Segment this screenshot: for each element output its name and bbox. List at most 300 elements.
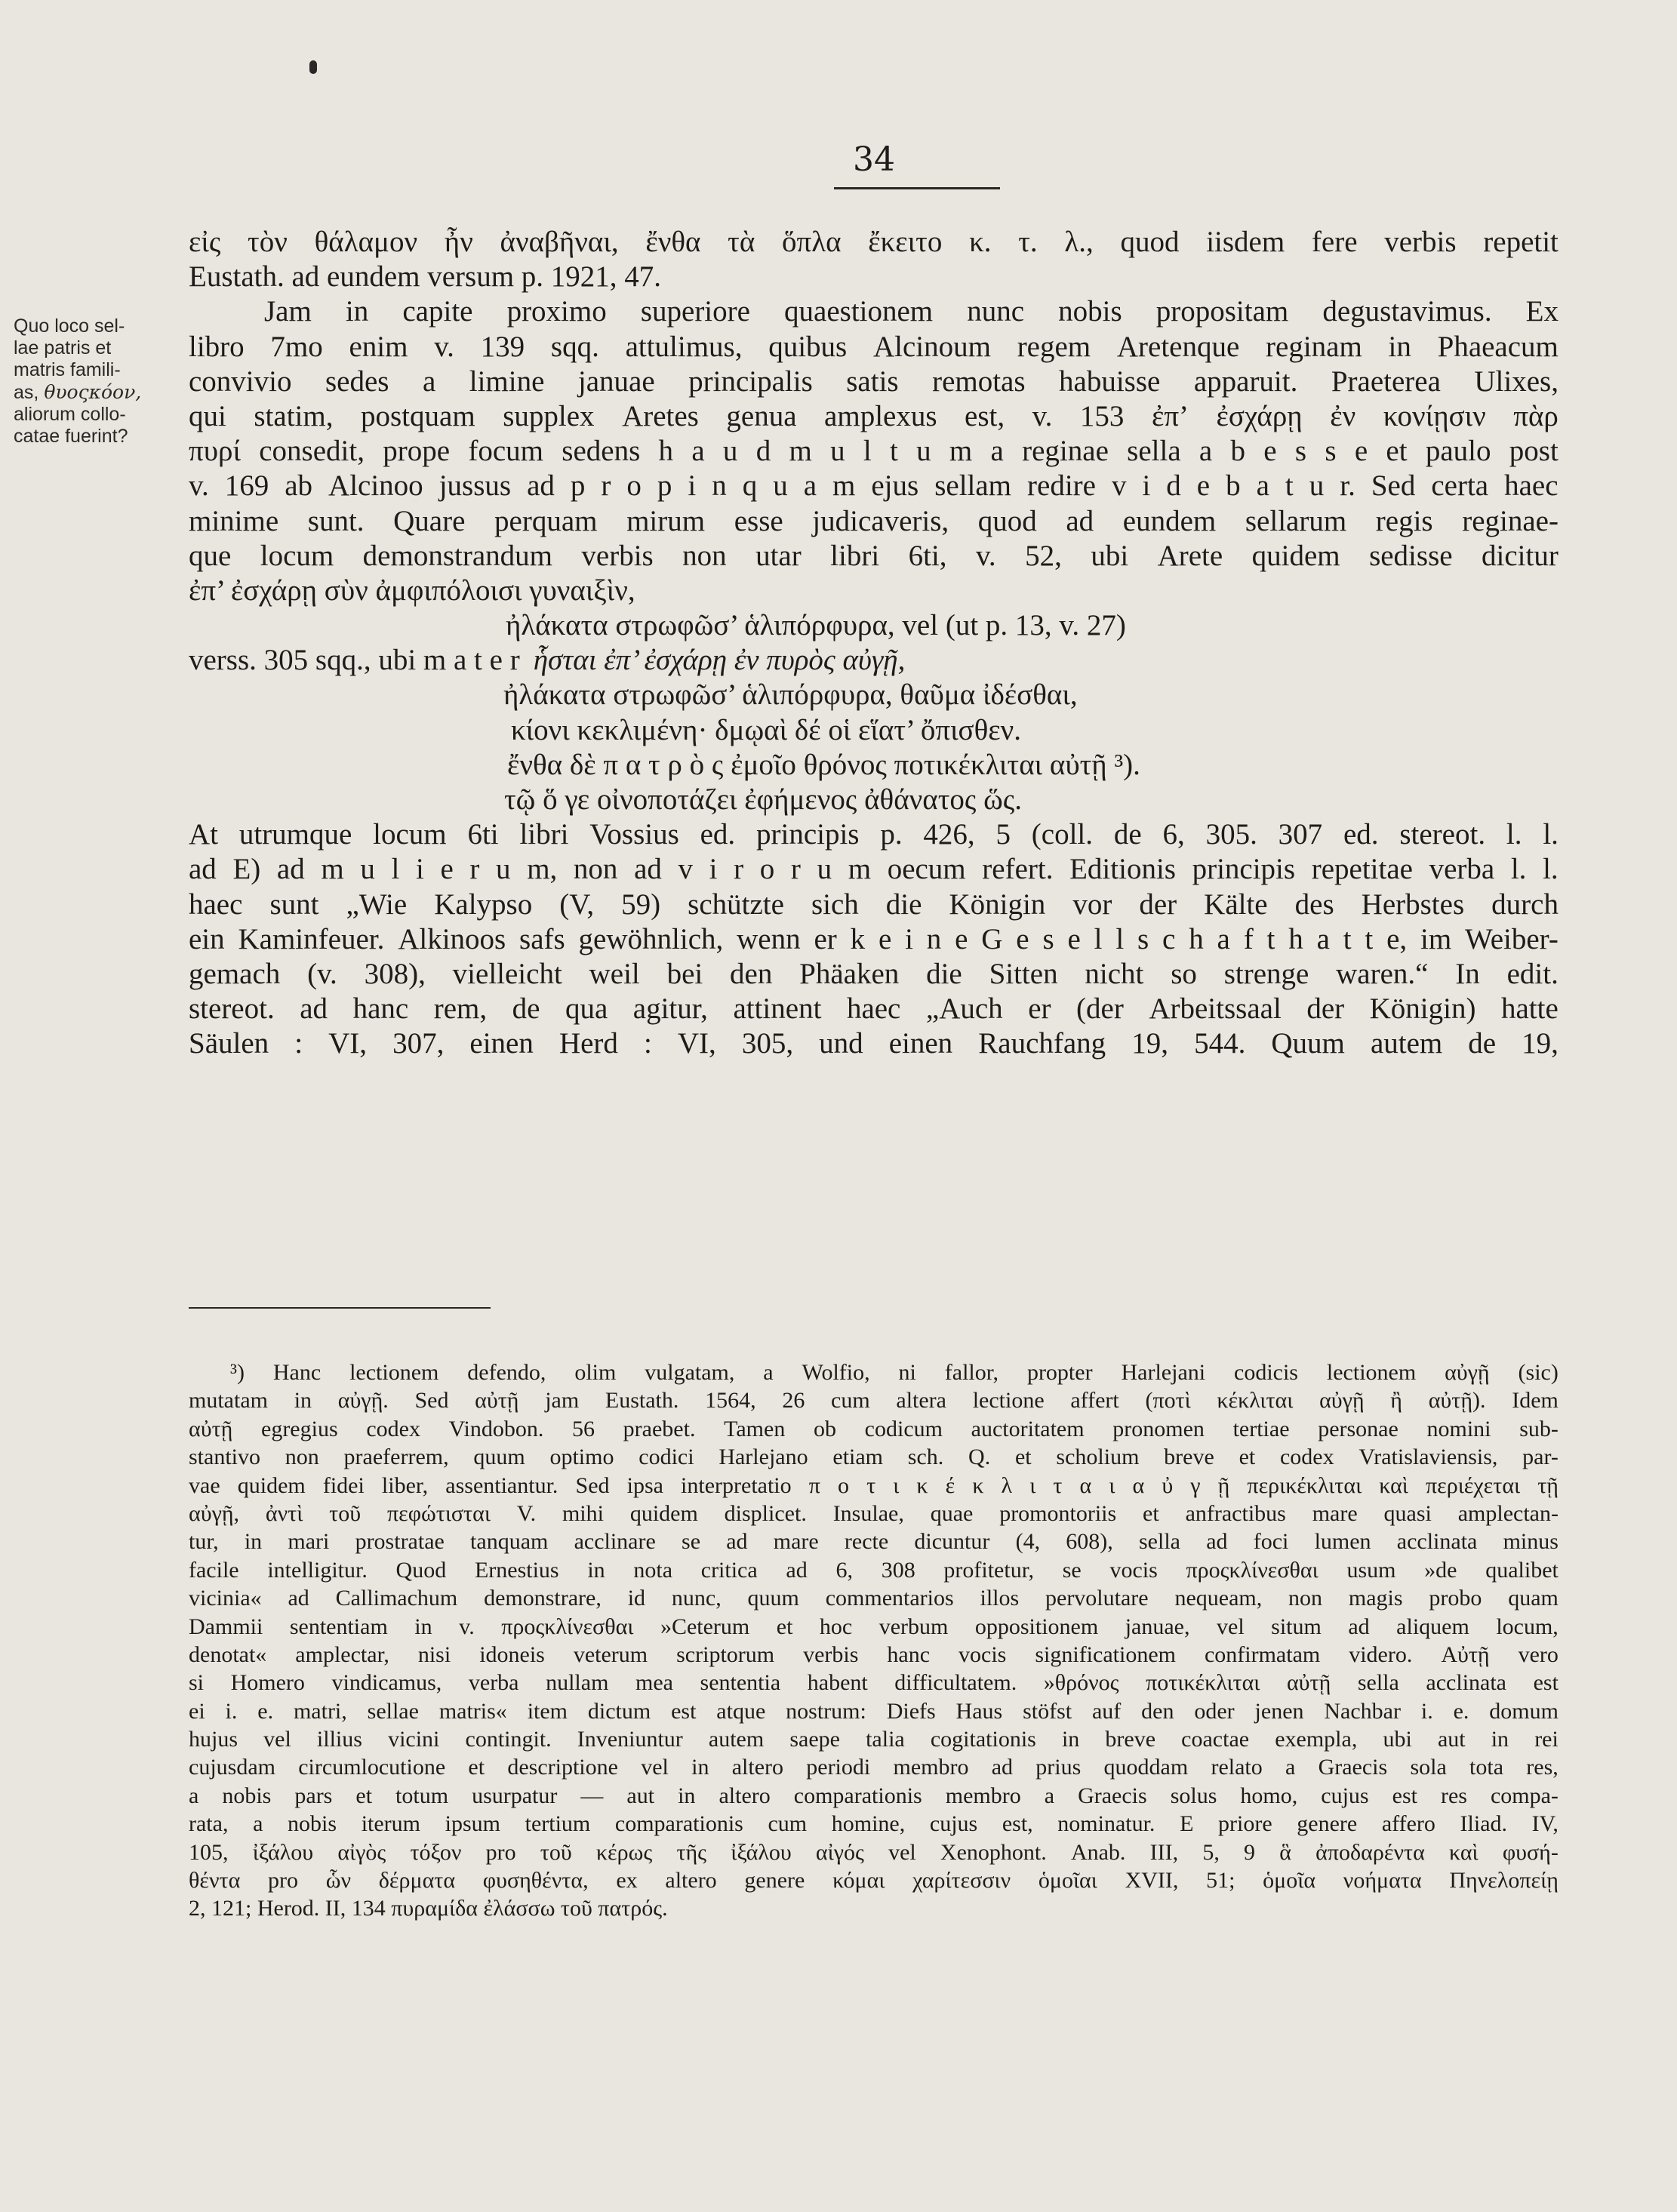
word: periodi xyxy=(806,1755,871,1780)
word: cujus xyxy=(1321,1783,1369,1808)
word: res xyxy=(1440,1783,1467,1808)
word: situm xyxy=(1271,1614,1322,1639)
word: m xyxy=(949,435,973,468)
word: Wolfio, xyxy=(802,1360,870,1385)
word: quam xyxy=(1508,1586,1559,1611)
word: V. xyxy=(516,1500,537,1526)
word: Homero xyxy=(230,1670,305,1696)
word: Sitten xyxy=(989,957,1058,990)
word: a xyxy=(1217,922,1230,955)
word: den xyxy=(730,957,773,990)
word: locum xyxy=(260,539,334,572)
word: 139 xyxy=(480,330,525,363)
word: sub- xyxy=(1519,1416,1559,1441)
word: ni xyxy=(898,1360,916,1385)
word: saepe xyxy=(789,1727,840,1752)
word: sola xyxy=(1410,1755,1447,1780)
body-line xyxy=(189,888,1559,922)
word: At xyxy=(189,818,218,851)
word: et xyxy=(468,1755,485,1780)
word: fidei xyxy=(322,1472,365,1498)
word: ipsa xyxy=(626,1472,663,1498)
word: p xyxy=(570,469,586,503)
word: in xyxy=(294,1388,312,1414)
word: 544. xyxy=(1194,1027,1246,1060)
word: ι xyxy=(1109,1472,1115,1498)
word: καὶ xyxy=(1448,1839,1479,1865)
word: satis xyxy=(846,365,899,398)
word: α xyxy=(1132,1472,1145,1498)
word: Rauchfang xyxy=(978,1027,1106,1060)
word: Editionis xyxy=(1069,853,1176,886)
word: auctoritatem xyxy=(971,1416,1085,1441)
word: non xyxy=(682,539,727,572)
word: b xyxy=(1230,435,1246,468)
margin-note-line xyxy=(14,381,172,404)
word: ἔνθα xyxy=(645,226,701,258)
word: Harlejano xyxy=(718,1444,808,1470)
word: nunc xyxy=(967,295,1025,328)
word: non xyxy=(573,853,618,886)
word: dicuntur xyxy=(914,1529,990,1555)
word: αὐγῇ xyxy=(1445,1360,1490,1385)
footnote-line xyxy=(189,1415,1559,1443)
word: »θρόνος xyxy=(1043,1670,1119,1696)
word: s xyxy=(1325,435,1337,468)
word: verbis xyxy=(1384,226,1457,258)
word: demonstrare, xyxy=(484,1586,602,1611)
word: durch xyxy=(1491,888,1559,921)
word: idoneis xyxy=(479,1641,545,1667)
word: a xyxy=(1256,469,1269,503)
word: membro xyxy=(945,1783,1021,1808)
word: τ xyxy=(866,1472,876,1498)
word: f xyxy=(1243,922,1254,955)
word: p. xyxy=(880,818,903,851)
word: atque xyxy=(716,1698,766,1724)
word: e. xyxy=(1453,1698,1469,1724)
word: schützte xyxy=(688,888,784,921)
word: stöfst xyxy=(1023,1698,1072,1724)
footnotes xyxy=(189,1358,1559,1923)
word: und xyxy=(819,1027,863,1060)
word: mutatam xyxy=(189,1388,268,1414)
word: e xyxy=(955,922,968,955)
word: limine xyxy=(469,365,545,398)
word: p xyxy=(657,469,672,503)
word: januae, xyxy=(1125,1614,1190,1639)
word: hanc xyxy=(352,992,409,1026)
verse-line: τῷ ὅ γε οἰνοποτάζει ἐφήμενος ἀθάνατος ὥς. xyxy=(504,783,1022,816)
word: hanc xyxy=(887,1641,931,1667)
word: καὶ xyxy=(1379,1472,1408,1498)
word: δέρματα xyxy=(378,1868,456,1894)
word: so xyxy=(1171,957,1197,990)
word: α xyxy=(1079,1472,1092,1498)
word: verbum xyxy=(879,1614,949,1639)
word: τὰ xyxy=(728,226,755,258)
word: l. xyxy=(1510,853,1527,886)
word: αὐτῇ xyxy=(189,1416,233,1441)
word: 169 xyxy=(224,469,269,503)
word: ad xyxy=(300,992,328,1026)
word: „Wie xyxy=(346,888,408,921)
word: Hanc xyxy=(272,1360,322,1385)
word: pars xyxy=(294,1783,333,1808)
margin-note-line: aliorum collo- xyxy=(14,404,126,425)
word: 6, xyxy=(1162,818,1185,851)
word: codicis xyxy=(1234,1360,1298,1385)
word: tota xyxy=(1469,1755,1504,1780)
word: e xyxy=(1196,469,1211,503)
word: Phaeacum xyxy=(1437,330,1559,363)
word: consedit, xyxy=(259,435,365,468)
word: compa- xyxy=(1490,1783,1559,1808)
word: u xyxy=(1309,469,1325,503)
word: haec xyxy=(189,888,243,921)
word: cujusdam xyxy=(189,1755,275,1780)
word: de xyxy=(512,992,540,1026)
word: non xyxy=(1288,1586,1323,1611)
word: Quum xyxy=(1271,1027,1345,1060)
word: des xyxy=(1294,888,1334,921)
word: Ernestius xyxy=(474,1557,559,1583)
word: Harlejani xyxy=(1121,1360,1206,1385)
word: confirmatam xyxy=(1204,1641,1321,1667)
word: iterum xyxy=(361,1811,420,1837)
word: Alcinoo xyxy=(328,469,423,503)
word: αἰγὸς xyxy=(337,1839,386,1865)
word: m xyxy=(321,853,344,886)
word: κ xyxy=(972,1472,984,1498)
word: in xyxy=(587,1557,605,1583)
word: verba xyxy=(1429,853,1495,886)
word: 307, xyxy=(392,1027,445,1060)
footnote-line xyxy=(189,1556,1559,1584)
word: ὧν xyxy=(325,1868,352,1894)
body-line xyxy=(189,330,1559,365)
word: acclinata xyxy=(1396,1529,1478,1555)
verse-line: κίονι κεκλιμένη· δμῳαὶ δέ οἱ εἵατ’ ὄπισθεν. xyxy=(511,713,1022,746)
word: h xyxy=(1189,922,1204,955)
word: est xyxy=(1533,1670,1559,1696)
word: κ. xyxy=(969,226,992,258)
word: Xenophont. xyxy=(940,1839,1047,1865)
word: genere xyxy=(1297,1811,1358,1837)
word: Phäaken xyxy=(799,957,900,990)
word: u xyxy=(817,853,832,886)
word: auf xyxy=(1091,1698,1122,1724)
body-lines xyxy=(189,225,1559,608)
word: „Auch xyxy=(925,992,1003,1026)
margin-note xyxy=(14,315,172,448)
word: etiam xyxy=(832,1444,884,1470)
body-line xyxy=(189,399,1559,434)
word: χαρίτεσσιν xyxy=(912,1868,1011,1894)
word: Vossius xyxy=(589,818,679,851)
word: sella xyxy=(1139,1529,1180,1555)
word: optimo xyxy=(549,1444,614,1470)
footnote-line xyxy=(189,1472,1559,1500)
word: olim xyxy=(574,1360,617,1385)
word: Alcinoum xyxy=(872,330,991,363)
word: Weiber- xyxy=(1465,922,1559,955)
margin-note-line: Quo loco sel- xyxy=(14,315,125,337)
word: nobis xyxy=(1058,295,1122,328)
word: haec xyxy=(1504,469,1559,503)
word: aliquem xyxy=(1396,1614,1469,1639)
word: libri xyxy=(830,539,880,572)
word: degustavimus. xyxy=(1322,295,1492,328)
word: v. xyxy=(459,1614,475,1639)
word: 105, xyxy=(189,1839,229,1865)
word: r xyxy=(469,853,480,886)
word: profitetur, xyxy=(943,1557,1034,1583)
word: Inveniuntur xyxy=(577,1727,683,1752)
margin-note-greek: θυοςκόον, xyxy=(44,381,142,403)
word: se xyxy=(682,1529,701,1555)
word: Iliad. xyxy=(1460,1811,1508,1837)
footnote-line xyxy=(189,1527,1559,1555)
word: facile xyxy=(189,1557,239,1583)
word: lectione xyxy=(972,1388,1045,1414)
word: nobis xyxy=(288,1811,337,1837)
word: ἃ xyxy=(1279,1839,1291,1865)
word: d xyxy=(755,435,771,468)
word: foci xyxy=(1253,1529,1289,1555)
word: defendo, xyxy=(467,1360,546,1385)
word: (ποτὶ xyxy=(1145,1388,1191,1414)
footnote-line xyxy=(189,1584,1559,1612)
word: remotas xyxy=(932,365,1026,398)
word: In xyxy=(1455,957,1480,990)
word: libro xyxy=(189,330,245,363)
word: habuisse xyxy=(1059,365,1161,398)
word: ab xyxy=(285,469,313,503)
word: s xyxy=(1294,435,1307,468)
word: jussus xyxy=(438,469,512,503)
word: locum, xyxy=(1496,1614,1559,1639)
word: den xyxy=(1141,1698,1174,1724)
word: τ. xyxy=(1018,226,1038,258)
word: ad xyxy=(991,1755,1014,1780)
word: προςκλίνεσθαι xyxy=(501,1614,634,1639)
word: sententiam xyxy=(289,1614,388,1639)
word: u xyxy=(830,435,845,468)
word: repetitae xyxy=(1311,853,1413,886)
word: sellam xyxy=(934,469,1012,503)
word: 52, xyxy=(1025,539,1062,572)
word: u xyxy=(773,469,788,503)
word: v xyxy=(1111,469,1127,503)
word: 308 xyxy=(881,1557,915,1583)
word: (v. xyxy=(307,957,337,990)
word: (coll. xyxy=(1031,818,1094,851)
word: — xyxy=(580,1783,604,1808)
word: dicitur xyxy=(1482,539,1559,572)
word: Jam xyxy=(264,295,312,328)
word: descriptione xyxy=(507,1755,618,1780)
word: k xyxy=(850,922,866,955)
word: τοῦ xyxy=(329,1500,362,1526)
word: Dammii xyxy=(189,1614,263,1639)
word: sch. xyxy=(907,1444,944,1470)
word: 5 xyxy=(995,818,1011,851)
word: difficultatem. xyxy=(894,1670,1017,1696)
word: gemach xyxy=(189,957,281,990)
word: τοῦ xyxy=(540,1839,572,1865)
word: mihi xyxy=(562,1500,604,1526)
word: liber, xyxy=(381,1472,429,1498)
word: videro. xyxy=(1349,1641,1413,1667)
word: altero xyxy=(718,1783,771,1808)
word: anfractibus xyxy=(1185,1500,1286,1526)
word: v. xyxy=(434,330,454,363)
word: weil xyxy=(589,957,640,990)
footnote-line xyxy=(189,1669,1559,1697)
verse-lead-line xyxy=(189,643,1559,678)
word: φυσηθέντα, xyxy=(482,1868,589,1894)
word: locum xyxy=(373,818,447,851)
body-line xyxy=(189,365,1559,399)
word: verbis xyxy=(581,539,654,572)
word: r. xyxy=(1340,469,1355,503)
word: nisi xyxy=(417,1641,451,1667)
word: vicinia« xyxy=(189,1586,262,1611)
word: εἰς xyxy=(189,226,221,258)
word: in xyxy=(345,295,369,328)
word: Arbeitssaal xyxy=(1149,992,1282,1026)
word: 305. xyxy=(1205,818,1257,851)
word: capite xyxy=(402,295,473,328)
word: nunc, xyxy=(671,1586,722,1611)
word: t xyxy=(1343,922,1352,955)
word: c xyxy=(1162,922,1176,955)
word: mari xyxy=(288,1529,330,1555)
word: dictum xyxy=(587,1698,651,1724)
word: propter xyxy=(1026,1360,1093,1385)
word: i xyxy=(688,469,697,503)
word: πυρί xyxy=(189,435,241,468)
word: Vratislaviensis, xyxy=(1359,1444,1498,1470)
word: autem xyxy=(708,1727,765,1752)
word: sedisse xyxy=(1369,539,1453,572)
word: sella xyxy=(1127,435,1181,468)
word: einen xyxy=(888,1027,953,1060)
word: s xyxy=(1042,922,1054,955)
footnote-line xyxy=(189,1725,1559,1753)
word: e xyxy=(1263,435,1277,468)
word: v xyxy=(678,853,694,886)
word: Herbstes xyxy=(1361,888,1465,921)
body-line xyxy=(189,957,1559,992)
body-line: ἐπ’ ἐσχάρῃ σὺν ἀμφιπόλοισι γυναιξὶν, xyxy=(189,574,635,607)
word: m xyxy=(832,469,856,503)
word: oppositionem xyxy=(974,1614,1099,1639)
word: e xyxy=(1067,922,1081,955)
word: postquam xyxy=(361,399,475,432)
word: ad xyxy=(786,1557,808,1583)
word: γ xyxy=(1190,1472,1201,1498)
verse-line: ἠλάκατα στρωφῶσ’ ἁλιπόρφυρα, θαῦμα ἰδέσθαι, xyxy=(503,678,1078,712)
word: ι xyxy=(1029,1472,1036,1498)
word: a xyxy=(803,469,817,503)
word: im xyxy=(1420,922,1452,955)
word: a xyxy=(990,435,1004,468)
word: egregius xyxy=(261,1416,338,1441)
word: κόμαι xyxy=(832,1868,885,1894)
word: Sed xyxy=(575,1472,610,1498)
word: codicum xyxy=(864,1416,943,1441)
word: 6ti xyxy=(467,818,499,851)
word: si xyxy=(189,1670,205,1696)
word: homo, xyxy=(1240,1783,1298,1808)
word: a xyxy=(253,1811,263,1837)
word: e xyxy=(1354,435,1368,468)
word: comparationis xyxy=(793,1783,922,1808)
word: ἐν xyxy=(1330,399,1356,432)
word: quod xyxy=(977,504,1037,537)
word: sqq. xyxy=(550,330,599,363)
word: wenn xyxy=(737,922,801,955)
word: vielleicht xyxy=(452,957,562,990)
word: codex xyxy=(1279,1444,1334,1470)
word: ad xyxy=(276,853,305,886)
word: a xyxy=(422,365,436,398)
word: regem xyxy=(1017,330,1091,363)
word: Kälte xyxy=(1204,888,1268,921)
word: jenen xyxy=(1254,1698,1304,1724)
word: λ xyxy=(1001,1472,1013,1498)
word: quoddam xyxy=(1103,1755,1189,1780)
word: tur, xyxy=(189,1529,219,1555)
word: oecum xyxy=(887,853,966,886)
footnote-line xyxy=(189,1443,1559,1471)
word: Alkinoos xyxy=(398,922,506,955)
word: illos xyxy=(980,1586,1020,1611)
word: stantivo xyxy=(189,1444,260,1470)
word: bei xyxy=(666,957,703,990)
word: safs xyxy=(519,922,565,955)
word: v. xyxy=(975,539,996,572)
word: Insulae, xyxy=(832,1500,904,1526)
word: VI, xyxy=(677,1027,716,1060)
word: φυσή- xyxy=(1502,1839,1559,1865)
word: qua xyxy=(565,992,608,1026)
word: r xyxy=(601,469,611,503)
word: cum xyxy=(831,1388,870,1414)
word: circumlocutione xyxy=(298,1755,446,1780)
word: Eustath. xyxy=(605,1388,679,1414)
word: u xyxy=(360,853,375,886)
word: matris« xyxy=(438,1698,507,1724)
word: κέρως xyxy=(595,1839,653,1865)
word: u xyxy=(916,435,931,468)
word: refert. xyxy=(982,853,1054,886)
word: er xyxy=(1028,992,1051,1026)
word: i xyxy=(905,922,913,955)
word: critica xyxy=(700,1557,758,1583)
word: s xyxy=(1137,922,1149,955)
word: ο xyxy=(837,1472,849,1498)
word: lectionem xyxy=(1326,1360,1417,1385)
word: vulgatam, xyxy=(645,1360,735,1385)
word: (4, xyxy=(1015,1529,1041,1555)
verse-first: ἧσται ἐπ’ ἐσχάρῃ ἐν πυρὸς αὐγῇ, xyxy=(533,644,906,677)
word: edit. xyxy=(1506,957,1559,990)
word: de xyxy=(1113,818,1142,851)
word: verba xyxy=(468,1670,519,1696)
